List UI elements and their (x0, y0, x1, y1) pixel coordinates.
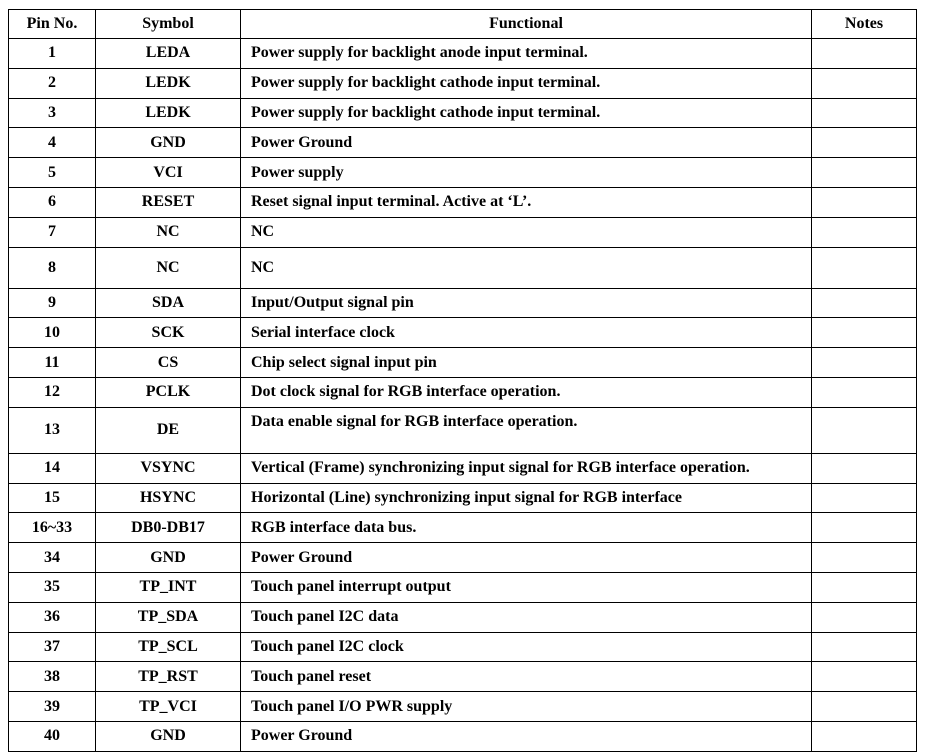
cell-symbol: PCLK (96, 377, 241, 407)
cell-notes (812, 632, 917, 662)
table-row (9, 377, 917, 407)
cell-notes (812, 692, 917, 722)
cell-functional: Power supply (241, 158, 812, 188)
pin-table-container (8, 9, 917, 752)
cell-functional: Power supply for backlight anode input terminal. (241, 39, 812, 69)
cell-symbol: NC (96, 217, 241, 247)
cell-symbol: DE (96, 407, 241, 453)
cell-pin: 13 (9, 407, 96, 453)
cell-pin: 6 (9, 187, 96, 217)
cell-symbol: VCI (96, 158, 241, 188)
cell-functional: Power Ground (241, 543, 812, 573)
table-row (9, 483, 917, 513)
cell-pin: 35 (9, 572, 96, 602)
cell-pin: 5 (9, 158, 96, 188)
cell-pin: 1 (9, 39, 96, 69)
cell-functional: Data enable signal for RGB interface operation. (241, 407, 812, 453)
table-row (9, 602, 917, 632)
cell-pin: 15 (9, 483, 96, 513)
cell-symbol: VSYNC (96, 453, 241, 483)
cell-symbol: NC (96, 247, 241, 288)
cell-pin: 12 (9, 377, 96, 407)
table-row (9, 98, 917, 128)
table-row (9, 288, 917, 318)
cell-symbol: TP_RST (96, 662, 241, 692)
cell-functional: Power supply for backlight cathode input terminal. (241, 68, 812, 98)
table-row (9, 68, 917, 98)
cell-functional: Power Ground (241, 721, 812, 751)
cell-symbol: RESET (96, 187, 241, 217)
cell-symbol: GND (96, 721, 241, 751)
table-row (9, 187, 917, 217)
table-row (9, 217, 917, 247)
cell-functional: NC (241, 217, 812, 247)
cell-pin: 3 (9, 98, 96, 128)
header-functional: Functional (241, 10, 812, 39)
table-row (9, 128, 917, 158)
cell-functional: RGB interface data bus. (241, 513, 812, 543)
cell-symbol: TP_SDA (96, 602, 241, 632)
cell-functional: Touch panel I2C clock (241, 632, 812, 662)
cell-pin: 10 (9, 318, 96, 348)
cell-pin: 40 (9, 721, 96, 751)
table-row (9, 662, 917, 692)
cell-symbol: TP_SCL (96, 632, 241, 662)
cell-functional: Touch panel reset (241, 662, 812, 692)
cell-notes (812, 602, 917, 632)
table-header-row (9, 10, 917, 39)
table-row (9, 407, 917, 453)
cell-notes (812, 68, 917, 98)
cell-pin: 9 (9, 288, 96, 318)
cell-notes (812, 217, 917, 247)
cell-functional: Serial interface clock (241, 318, 812, 348)
cell-notes (812, 543, 917, 573)
cell-pin: 36 (9, 602, 96, 632)
cell-pin: 34 (9, 543, 96, 573)
cell-pin: 39 (9, 692, 96, 722)
cell-pin: 2 (9, 68, 96, 98)
cell-notes (812, 158, 917, 188)
cell-functional: Power supply for backlight cathode input terminal. (241, 98, 812, 128)
cell-pin: 4 (9, 128, 96, 158)
header-notes: Notes (812, 10, 917, 39)
cell-symbol: DB0-DB17 (96, 513, 241, 543)
cell-symbol: SDA (96, 288, 241, 318)
table-row (9, 513, 917, 543)
cell-notes (812, 247, 917, 288)
table-row (9, 572, 917, 602)
cell-notes (812, 128, 917, 158)
cell-notes (812, 348, 917, 378)
cell-symbol: LEDK (96, 98, 241, 128)
cell-functional: Touch panel interrupt output (241, 572, 812, 602)
table-row (9, 158, 917, 188)
cell-symbol: CS (96, 348, 241, 378)
cell-notes (812, 39, 917, 69)
table-body (9, 39, 917, 752)
table-row (9, 692, 917, 722)
cell-symbol: HSYNC (96, 483, 241, 513)
cell-pin: 14 (9, 453, 96, 483)
cell-symbol: TP_INT (96, 572, 241, 602)
cell-pin: 7 (9, 217, 96, 247)
cell-notes (812, 407, 917, 453)
cell-functional: Vertical (Frame) synchronizing input signal for RGB interface operation. (241, 453, 812, 483)
cell-functional: Dot clock signal for RGB interface operation. (241, 377, 812, 407)
cell-pin: 38 (9, 662, 96, 692)
cell-notes (812, 453, 917, 483)
cell-symbol: TP_VCI (96, 692, 241, 722)
cell-notes (812, 572, 917, 602)
cell-notes (812, 513, 917, 543)
table-row (9, 453, 917, 483)
cell-pin: 11 (9, 348, 96, 378)
cell-notes (812, 377, 917, 407)
cell-symbol: GND (96, 543, 241, 573)
cell-notes (812, 318, 917, 348)
table-row (9, 247, 917, 288)
cell-notes (812, 662, 917, 692)
cell-functional: Chip select signal input pin (241, 348, 812, 378)
cell-functional: Touch panel I/O PWR supply (241, 692, 812, 722)
cell-notes (812, 98, 917, 128)
cell-symbol: SCK (96, 318, 241, 348)
pin-definition-table (8, 9, 917, 752)
cell-symbol: LEDK (96, 68, 241, 98)
cell-pin: 37 (9, 632, 96, 662)
cell-notes (812, 483, 917, 513)
cell-pin: 16~33 (9, 513, 96, 543)
cell-functional: Touch panel I2C data (241, 602, 812, 632)
table-row (9, 348, 917, 378)
cell-symbol: LEDA (96, 39, 241, 69)
cell-notes (812, 721, 917, 751)
table-row (9, 721, 917, 751)
header-pin-no: Pin No. (9, 10, 96, 39)
cell-functional: Power Ground (241, 128, 812, 158)
cell-notes (812, 288, 917, 318)
table-row (9, 39, 917, 69)
cell-notes (812, 187, 917, 217)
cell-functional: Horizontal (Line) synchronizing input signal for RGB interface (241, 483, 812, 513)
cell-functional: NC (241, 247, 812, 288)
cell-functional: Reset signal input terminal. Active at ‘L’. (241, 187, 812, 217)
table-row (9, 632, 917, 662)
cell-functional: Input/Output signal pin (241, 288, 812, 318)
cell-pin: 8 (9, 247, 96, 288)
header-symbol: Symbol (96, 10, 241, 39)
cell-symbol: GND (96, 128, 241, 158)
table-row (9, 318, 917, 348)
table-row (9, 543, 917, 573)
